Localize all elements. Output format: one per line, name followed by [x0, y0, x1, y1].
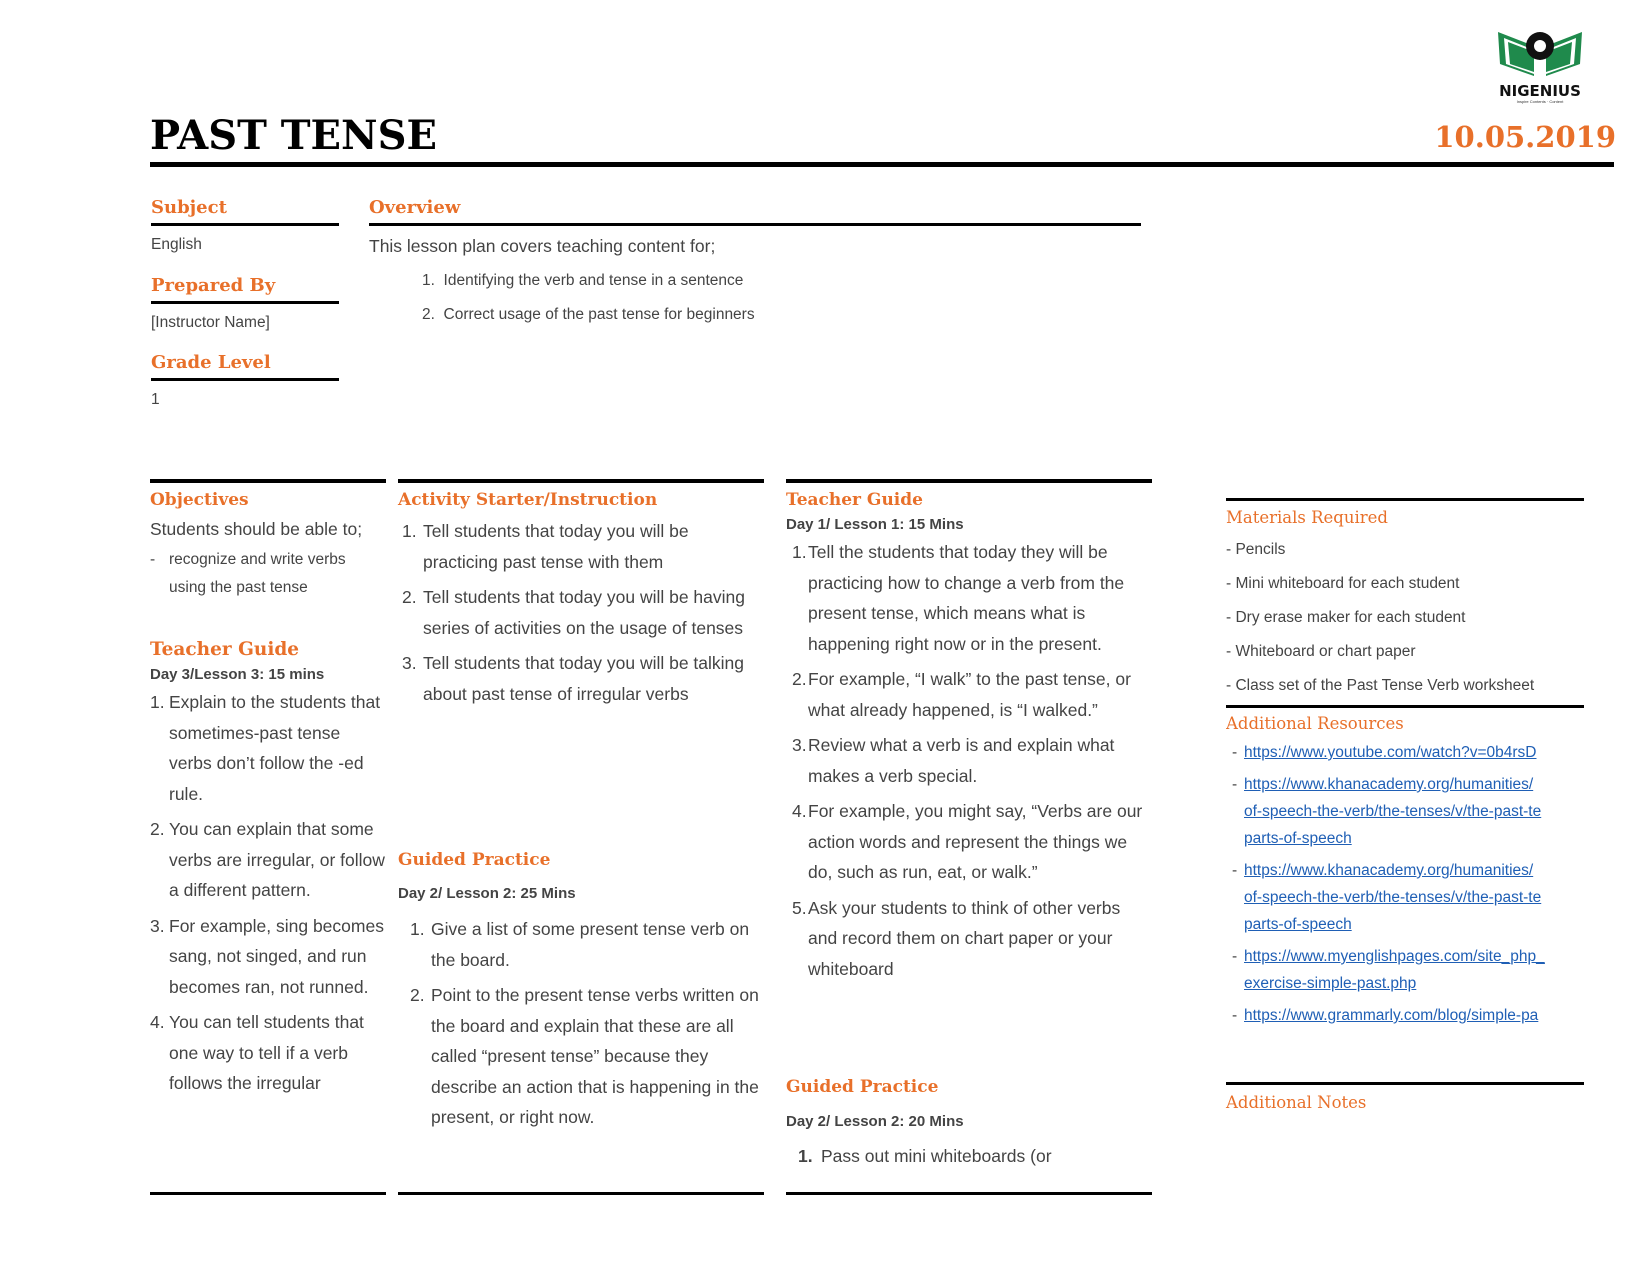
materials-item: - Mini whiteboard for each student — [1226, 575, 1460, 592]
resource-link[interactable]: - https://www.khanacademy.org/humanities/ of-speech-the-verb/the-tenses/v/the-past-te parts-of-speech — [1232, 776, 1542, 847]
subject-value: English — [151, 236, 202, 253]
list-item: 1. Pass out mini whiteboards (or — [798, 1146, 1052, 1166]
list-item: 5. Ask your students to think of other verbs and record them on chart paper or your whiteboard — [792, 897, 1121, 979]
objectives-item: - recognize and write verbs using the past tense — [150, 551, 346, 596]
materials-item: - Whiteboard or chart paper — [1226, 643, 1416, 660]
resources-section — [1226, 714, 1584, 1029]
prepared-by-value: [Instructor Name] — [151, 314, 270, 331]
materials-item: - Class set of the Past Tense Verb worksheet — [1226, 677, 1535, 694]
list-item: 1. Tell students that today you will be practicing past tense with them — [402, 521, 689, 572]
col3-top-rule — [786, 479, 1152, 483]
column-teacher-guide — [786, 490, 1152, 1166]
overview-item: 2. Correct usage of the past tense for beginners — [422, 306, 755, 323]
list-item: 1. Tell the students that today they will be practicing how to change a verb from the present tense, which means what is happening right now or in the present. — [792, 542, 1125, 654]
list-item: 4. For example, you might say, “Verbs are our action words and represent the things we do, such as run, eat, or walk.” — [792, 801, 1143, 882]
resources-label: Additional Resources — [1226, 714, 1404, 733]
guided-practice-mid-label: Guided Practice — [398, 850, 551, 870]
grade-level-rule — [151, 378, 339, 381]
materials-label: Materials Required — [1226, 508, 1388, 527]
list-item: 2. You can explain that some verbs are irregular, or follow a different pattern. — [150, 819, 385, 900]
logo-text: NIGENIUS — [1499, 82, 1581, 100]
objectives-intro: Students should be able to; — [150, 519, 363, 539]
col2-top-rule — [398, 479, 764, 483]
subject-label: Subject — [151, 197, 227, 218]
overview-list — [422, 272, 755, 340]
list-item: 1. Give a list of some present tense verb on the board. — [410, 919, 750, 970]
resource-link-line[interactable]: parts-of-speech — [1244, 830, 1352, 847]
title-rule — [150, 162, 1614, 167]
guided-practice-right-list — [786, 1141, 1152, 1172]
activity-starter-label: Activity Starter/Instruction — [398, 490, 658, 510]
list-item: 4. You can tell students that one way to tell if a verb follows the irregular — [150, 1012, 364, 1093]
page-title: PAST TENSE — [150, 112, 437, 159]
grade-level-label: Grade Level — [151, 352, 271, 373]
resource-link-line[interactable]: https://www.khanacademy.org/humanities/ — [1244, 776, 1534, 793]
col3-bottom-rule — [786, 1192, 1152, 1195]
resource-link-line[interactable]: of-speech-the-verb/the-tenses/v/the-past-te — [1244, 889, 1542, 906]
col2-bottom-rule — [398, 1192, 764, 1195]
column-activity — [398, 490, 764, 1127]
resource-link[interactable]: - https://www.youtube.com/watch?v=0b4rsD — [1232, 744, 1537, 761]
resource-link-line[interactable]: https://www.youtube.com/watch?v=0b4rsD — [1244, 744, 1537, 761]
guided-practice-mid-subhead: Day 2/ Lesson 2: 25 Mins — [398, 885, 576, 902]
lesson-date: 10.05.2019 — [1434, 120, 1616, 154]
resources-top-rule — [1226, 705, 1584, 708]
book-logo-icon — [1490, 24, 1590, 78]
list-item: 2. Point to the present tense verbs written on the board and explain that these are all called “present tense” because they describe an action that is happening in the present, or right now. — [410, 985, 759, 1127]
overview-item: 1. Identifying the verb and tense in a sentence — [422, 272, 744, 289]
resource-link[interactable]: - https://www.grammarly.com/blog/simple-pa — [1232, 1007, 1539, 1024]
resource-link-line[interactable]: exercise-simple-past.php — [1244, 975, 1417, 992]
materials-item: - Pencils — [1226, 541, 1286, 558]
resource-link[interactable]: - https://www.myenglishpages.com/site_php_ exercise-simple-past.php — [1232, 948, 1545, 992]
logo-tagline: Inspire Contents · Content — [1516, 99, 1564, 104]
list-item: 3. Tell students that today you will be talking about past tense of irregular verbs — [402, 653, 745, 704]
materials-list — [1226, 533, 1584, 703]
teacher-guide-right-subhead: Day 1/ Lesson 1: 15 Mins — [786, 516, 964, 533]
resource-link[interactable]: - https://www.khanacademy.org/humanities/ of-speech-the-verb/the-tenses/v/the-past-te parts-of-speech — [1232, 862, 1542, 933]
prepared-by-rule — [151, 301, 339, 304]
teacher-guide-right-list — [786, 537, 1152, 984]
guided-practice-mid-list — [398, 914, 764, 1133]
prepared-by-label: Prepared By — [151, 275, 276, 296]
subject-rule — [151, 223, 339, 226]
col1-top-rule — [150, 479, 386, 483]
teacher-guide-left-subhead: Day 3/Lesson 3: 15 mins — [150, 666, 325, 683]
logo — [1490, 24, 1590, 105]
list-item: 3. Review what a verb is and explain what makes a verb special. — [792, 735, 1115, 786]
col1-bottom-rule — [150, 1192, 386, 1195]
list-item: 3. For example, sing becomes sang, not singed, and run becomes ran, not runned. — [150, 915, 384, 997]
materials-section — [1226, 508, 1584, 703]
teacher-guide-left-list — [150, 687, 386, 1099]
resource-link-line[interactable]: of-speech-the-verb/the-tenses/v/the-past-te — [1244, 803, 1542, 820]
objectives-label: Objectives — [150, 490, 249, 510]
list-item: 1. Explain to the students that sometimes-past tense verbs don’t follow the -ed rule. — [150, 692, 381, 804]
guided-practice-right-subhead: Day 2/ Lesson 2: 20 Mins — [786, 1113, 964, 1130]
overview-label: Overview — [369, 197, 461, 218]
resource-link-line[interactable]: parts-of-speech — [1244, 916, 1352, 933]
overview-rule — [369, 223, 1141, 226]
teacher-guide-right-label: Teacher Guide — [786, 490, 923, 510]
resource-link-line[interactable]: https://www.myenglishpages.com/site_php_ — [1244, 948, 1545, 965]
resource-link-line[interactable]: https://www.khanacademy.org/humanities/ — [1244, 862, 1534, 879]
column-objectives — [150, 490, 386, 1099]
teacher-guide-left-label: Teacher Guide — [150, 639, 300, 660]
notes-label: Additional Notes — [1226, 1093, 1367, 1112]
notes-top-rule — [1226, 1082, 1584, 1085]
resources-list — [1226, 739, 1584, 1029]
materials-top-rule — [1226, 498, 1584, 501]
list-item: 2. Tell students that today you will be having series of activities on the usage of tenses — [402, 587, 745, 638]
activity-starter-list — [398, 516, 764, 709]
overview-intro: This lesson plan covers teaching content for; — [369, 236, 716, 256]
guided-practice-right-label: Guided Practice — [786, 1077, 939, 1097]
grade-level-value: 1 — [151, 391, 160, 408]
materials-item: - Dry erase maker for each student — [1226, 609, 1466, 626]
list-item: 2. For example, “I walk” to the past tense, or what already happened, is “I walked.” — [792, 669, 1131, 720]
resource-link-line[interactable]: https://www.grammarly.com/blog/simple-pa — [1244, 1007, 1539, 1024]
